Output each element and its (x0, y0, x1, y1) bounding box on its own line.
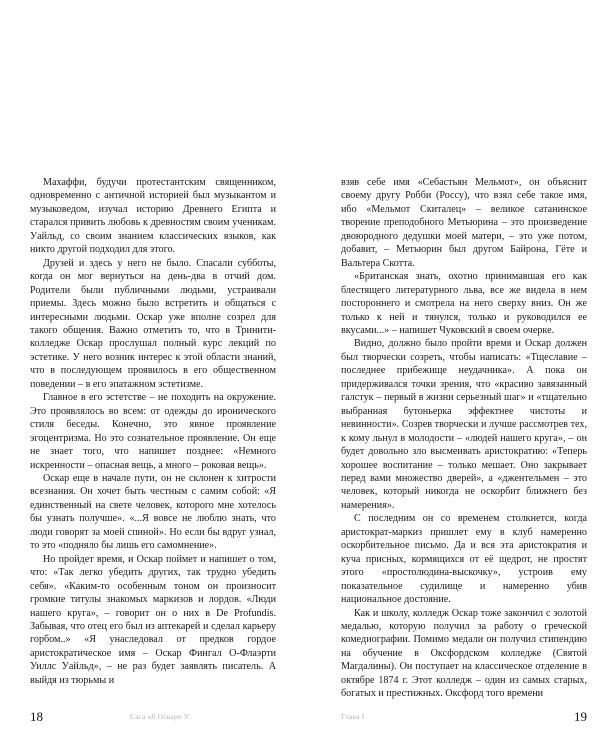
paragraph: Оскар еще в начале пути, он не склонен к хитрости всезнания. Он хочет быть честным с самим собой: «Я единственный на свете человек, которого мне хотелось бы узнать получше». «...Я вовсе не люблю знать, что люди говорят за моей спиной». Но если бы вдруг узнал, то это «подняло бы лишь его самомнение». (30, 472, 276, 552)
paragraph: С последним он со временем столкнется, когда аристократ-маркиз пришлет ему в клуб намеренно оскорбительное письмо. Да и вся эта аристократия и куча присных, кормящихся от её щедрот, не простят этого «простолюдина-выскочку», устроив ему показательное судилище и намеренно убив национальное достояние. (341, 513, 587, 606)
right-footer (341, 703, 587, 727)
running-head: Глава I (341, 712, 365, 721)
paragraph: Друзей и здесь у него не было. Спасали субботы, когда он мог вернуться на день-два в отчий дом. Родители были публичными людьми, устраивали приемы. Здесь можно было встретить и общаться с интересными людьми. Оскар уже вполне созрел для такого общения. Важно отметить то, что в Тринити-колледже Оскар прослушал полный курс лекций по эстетике. У него возник интерес к этой области знаний, что в последующем проявилось в его общественном поведении – в его эпатажном эстетизме. (30, 257, 276, 390)
right-text-column (341, 176, 587, 701)
running-head: Сага об Оскаре У. (130, 712, 190, 721)
page-number: 18 (30, 709, 43, 724)
paragraph: «Британская знать, охотно принимавшая его как блестящего литературного льва, все же видела в нем постороннего и смотрела на него сверху вниз. Он же только к ней и тянулся, только и руководился ее вкусами...» – напишет Чуковский в своем очерке. (341, 271, 587, 336)
page-number: 19 (574, 709, 587, 724)
paragraph: Видно, должно было пройти время и Оскар должен был творчески созреть, чтобы написать: «Тщеславие – последнее прибежище неудачника». А пока он придерживался точки зрения, что «красиво завязанный галстук – первый в жизни серьезный шаг» и «тщательно выбранная бутоньерка эффектнее чистоты и невинности». Созрев творчески и лучше рассмотрев тех, к кому льнул в молодости – «людей нашего круга», – он будет довольно зло высмеивать аристократию: «Теперь хорошее воспитание – только мешает. Оно закрывает перед вами множество дверей», а «джентельмен – это человек, который никогда не оскорбит ближнего без намерения». (341, 338, 587, 511)
right-page (300, 0, 600, 750)
paragraph: Но пройдет время, и Оскар поймет и напишет о том, что: «Так легко убедить других, так трудно убедить себя». «Каким-то особенным тоном он произносит громкие титулы знакомых маркизов и лордов. «Люди нашего круга», – говорит он о них в De Profundis. Забывая, что отец его был из аптекарей и сделал карьеру горбом..» «Я унаследовал от предков гордое аристократическое имя – Оскар Фингал О-Флаэрти Уиллс Уайльд», – не раз будет заявлять писатель. А выйдя из тюрьмы и (30, 553, 276, 686)
paragraph: Как и школу, колледж Оскар тоже закончил с золотой медалью, которую получил за работу о греческой комедиографии. Помимо медали он получил стипендию на обучение в Оксфордском колледже (Святой Магдалины). Он поступает на классическое отделение в октябре 1874 г. Этот колледж – один из самых старых, богатых и престижных. Оксфорд того времени (341, 607, 587, 700)
paragraph: взяв себе имя «Себастьян Мельмот», он объяснит своему другу Робби (Россу), что взял себе такое имя, ибо «Мельмот Скиталец» – великое сатанинское творение преподобного Метьюрина – это произведение двоюродного дедушки моей матери, – это уже потом, добавит, – Метьюрин был другом Байрона, Гёте и Вальтера Скотта. (341, 177, 587, 269)
paragraph: Главное в его эстетстве – не походить на окружение. Это проявлялось во всем: от одежды до иронического стиля беседы. Конечно, это явное проявление эгоцентризма. Но это сознательное проявление. Он еще не знает того, что напишет позднее: «Немного искренности – опасная вещь, а много – роковая вещь». (30, 392, 276, 471)
left-footer (30, 703, 276, 727)
left-text-column (30, 176, 276, 687)
paragraph: Махаффи, будучи протестантским священником, одновременно с античной историей был музыкантом и музыковедом, изучал историю Древнего Египта и старался привить любовь к древностям своим ученикам. Уайльд, со своим знанием классических языков, как никто другой подходил для этого. (30, 177, 276, 256)
